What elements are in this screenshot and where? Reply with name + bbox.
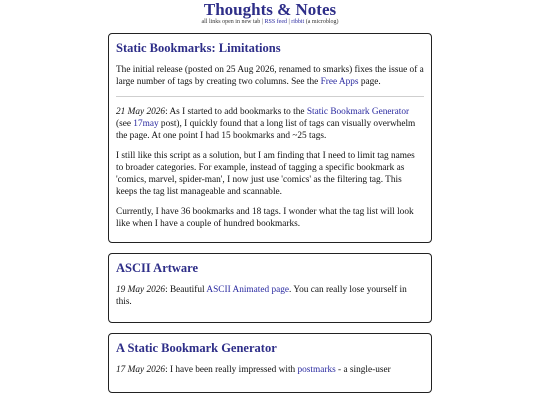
- paragraph-text: page.: [358, 77, 381, 87]
- post-date: 21 May 2026: [116, 107, 166, 117]
- post-list: [108, 33, 432, 393]
- paragraph-text: : As I started to add bookmarks to the: [165, 107, 307, 117]
- ascii-animated-page-link[interactable]: ASCII Animated page: [206, 285, 290, 295]
- divider: [116, 96, 424, 97]
- post-title: A Static Bookmark Generator: [116, 341, 277, 355]
- static-bookmark-generator-link[interactable]: Static Bookmark Generator: [306, 107, 410, 117]
- post-paragraph: I still like this script as a solution, but I am finding that I need to limit tag names to broader categories. For example, instead of tagging a specific bookmark as 'comics, marvel, spider-man', I now just use 'comics' as the filtering tag. This keeps the tag list manageable and scannable.: [116, 151, 415, 197]
- free-apps-link[interactable]: Free Apps: [320, 77, 359, 87]
- post-static-bookmarks-limitations: [108, 33, 432, 243]
- post-paragraph: [116, 64, 424, 88]
- post-paragraph: [116, 106, 424, 142]
- paragraph-text: The initial release (posted on 25 Aug 2026, renamed to smarks) fixes the issue of a large number of tags by creating two columns. See the: [116, 65, 424, 87]
- paragraph-text: : I have been really impressed with: [165, 365, 298, 375]
- subline-text: all links open in new tab |: [201, 19, 265, 25]
- paragraph-text: . You can really lose yourself in this.: [116, 285, 407, 307]
- postmarks-link[interactable]: postmarks: [297, 365, 336, 375]
- post-paragraph: Currently, I have 36 bookmarks and 18 tags. I wonder what the tag list will look like when I have a couple of hundred bookmarks.: [116, 207, 414, 229]
- post-paragraph: [116, 284, 424, 308]
- post-date: 17 May 2026: [116, 365, 166, 375]
- post-date: 19 May 2026: [116, 285, 166, 295]
- paragraph-text: - a single-user: [335, 365, 391, 375]
- paragraph-text: : Beautiful: [165, 285, 207, 295]
- site-header: [0, 0, 540, 26]
- post-static-bookmark-generator: [108, 333, 432, 393]
- post-title: Static Bookmarks: Limitations: [116, 41, 281, 55]
- post-paragraph: [116, 364, 424, 376]
- paragraph-text: (see: [116, 119, 134, 129]
- subline-separator: |: [287, 19, 292, 25]
- ribbit-link[interactable]: ribbit: [291, 19, 305, 25]
- ribbit-suffix: (a microblog): [304, 19, 339, 25]
- rss-feed-link[interactable]: RSS feed: [264, 19, 287, 25]
- post-ascii-artware: [108, 253, 432, 323]
- 17may-link[interactable]: 17may: [133, 119, 159, 129]
- site-subline: [0, 18, 540, 26]
- site-title[interactable]: Thoughts & Notes: [203, 0, 337, 19]
- paragraph-text: post), I quickly found that a long list of tags can visually overwhelm the page. At one point I had 15 bookmarks and ~25 tags.: [116, 119, 416, 141]
- post-title: ASCII Artware: [116, 261, 199, 275]
